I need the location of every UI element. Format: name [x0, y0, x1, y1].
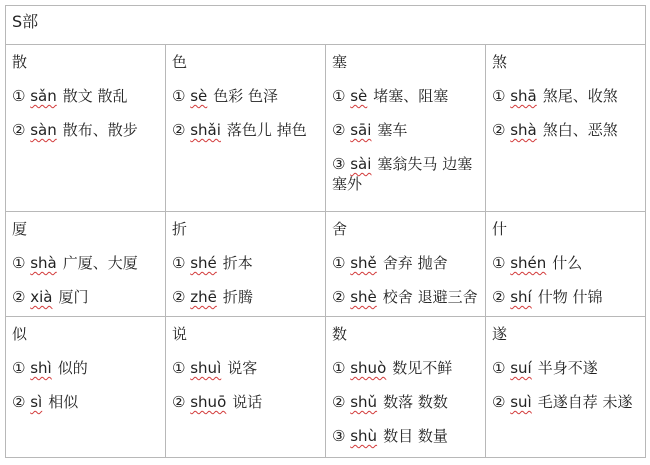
character-heading: 色: [172, 53, 188, 71]
reading-number: ①: [492, 87, 506, 105]
reading-line: [492, 253, 641, 273]
example-words: 什物 什锦: [537, 288, 603, 306]
reading-line: [12, 253, 161, 273]
char-cell: [166, 212, 326, 317]
example-words: 什么: [552, 254, 583, 272]
example-words: 色彩 色泽: [213, 87, 279, 105]
example-words: 数目 数量: [383, 427, 448, 445]
reading-line: [12, 392, 161, 412]
pinyin-text: shù: [350, 427, 378, 445]
char-cell: [486, 212, 646, 317]
reading-line: [172, 86, 321, 106]
pinyin-text: shè: [350, 288, 377, 306]
character-heading: 塞: [332, 53, 348, 71]
char-cell: [6, 45, 166, 212]
reading-line: [172, 253, 321, 273]
reading-line: [332, 154, 481, 194]
char-cell: [166, 45, 326, 212]
pinyin-text: shé: [190, 254, 217, 272]
example-words: 毛遂自荐 未遂: [537, 393, 633, 411]
example-words: 厦门: [58, 288, 89, 306]
reading-number: ①: [332, 87, 346, 105]
example-words: 堵塞、阻塞: [373, 87, 449, 105]
char-cell: [166, 317, 326, 458]
example-words: 说话: [232, 393, 263, 411]
character-heading: 遂: [492, 325, 508, 343]
example-words: 似的: [57, 359, 88, 377]
example-words: 折本: [222, 254, 253, 272]
reading-number: ①: [12, 359, 26, 377]
reading-number: ②: [12, 393, 26, 411]
example-words: 散布、散步: [62, 121, 138, 139]
pinyin-text: sàn: [30, 121, 57, 139]
example-words: 折腾: [222, 288, 253, 306]
example-words: 散文 散乱: [62, 87, 128, 105]
reading-number: ②: [492, 121, 506, 139]
reading-number: ①: [12, 87, 26, 105]
pinyin-text: shě: [350, 254, 377, 272]
char-cell: [326, 212, 486, 317]
polyphonic-table: [5, 5, 646, 458]
reading-line: [332, 86, 481, 106]
example-words: 煞白、恶煞: [542, 121, 618, 139]
section-header: S部: [6, 6, 646, 45]
char-cell: [326, 317, 486, 458]
pinyin-text: suì: [510, 393, 532, 411]
reading-line: [12, 120, 161, 140]
reading-line: [172, 392, 321, 412]
reading-number: ②: [332, 121, 346, 139]
reading-line: [12, 86, 161, 106]
reading-line: [492, 392, 641, 412]
reading-number: ②: [172, 393, 186, 411]
reading-line: [332, 392, 481, 412]
reading-number: ②: [172, 121, 186, 139]
reading-line: [492, 287, 641, 307]
character-heading: 说: [172, 325, 188, 343]
reading-line: [12, 287, 161, 307]
pinyin-text: shén: [510, 254, 547, 272]
pinyin-text: shǔ: [350, 393, 378, 411]
reading-line: [332, 426, 481, 446]
reading-number: ①: [12, 254, 26, 272]
character-heading: 折: [172, 220, 188, 238]
pinyin-text: shí: [510, 288, 532, 306]
reading-line: [492, 120, 641, 140]
example-words: 数落 数数: [383, 393, 448, 411]
example-words: 煞尾、收煞: [542, 87, 618, 105]
reading-number: ②: [12, 121, 26, 139]
pinyin-text: shà: [510, 121, 537, 139]
pinyin-text: shuò: [350, 359, 387, 377]
character-heading: 舍: [332, 220, 348, 238]
char-cell: [6, 212, 166, 317]
reading-number: ②: [12, 288, 26, 306]
reading-number: ③: [332, 155, 346, 173]
reading-line: [492, 358, 641, 378]
pinyin-text: shì: [30, 359, 52, 377]
character-heading: 厦: [12, 220, 28, 238]
reading-line: [332, 120, 481, 140]
reading-number: ③: [332, 427, 346, 445]
example-words: 相似: [48, 393, 79, 411]
pinyin-text: sǎn: [30, 87, 57, 105]
pinyin-text: sì: [30, 393, 43, 411]
pinyin-text: sāi: [350, 121, 372, 139]
reading-number: ②: [172, 288, 186, 306]
example-words: 塞翁失马 边塞 塞外: [332, 155, 473, 193]
reading-line: [12, 358, 161, 378]
reading-number: ②: [492, 288, 506, 306]
reading-number: ①: [172, 359, 186, 377]
character-heading: 数: [332, 325, 348, 343]
reading-number: ①: [492, 254, 506, 272]
pinyin-text: shǎi: [190, 121, 221, 139]
character-heading: 似: [12, 325, 28, 343]
pinyin-text: shà: [30, 254, 57, 272]
pinyin-text: sài: [350, 155, 372, 173]
reading-number: ②: [332, 393, 346, 411]
pinyin-text: zhē: [190, 288, 217, 306]
pinyin-text: sè: [190, 87, 208, 105]
example-words: 校舍 退避三舍: [382, 288, 478, 306]
char-cell: [486, 45, 646, 212]
example-words: 落色儿 掉色: [226, 121, 307, 139]
reading-number: ①: [172, 254, 186, 272]
reading-line: [172, 358, 321, 378]
reading-number: ②: [492, 393, 506, 411]
pinyin-text: shā: [510, 87, 537, 105]
example-words: 数见不鲜: [392, 359, 453, 377]
reading-line: [172, 287, 321, 307]
example-words: 说客: [227, 359, 258, 377]
example-words: 舍弃 抛舍: [382, 254, 448, 272]
reading-line: [172, 120, 321, 140]
pinyin-text: xià: [30, 288, 53, 306]
reading-number: ①: [492, 359, 506, 377]
pinyin-text: sè: [350, 87, 368, 105]
character-heading: 散: [12, 53, 28, 71]
pinyin-text: suí: [510, 359, 532, 377]
example-words: 广厦、大厦: [62, 254, 138, 272]
reading-number: ①: [332, 359, 346, 377]
pinyin-text: shuì: [190, 359, 222, 377]
reading-line: [332, 358, 481, 378]
char-cell: [326, 45, 486, 212]
reading-line: [492, 86, 641, 106]
reading-number: ②: [332, 288, 346, 306]
example-words: 半身不遂: [537, 359, 598, 377]
character-heading: 煞: [492, 53, 508, 71]
reading-line: [332, 253, 481, 273]
char-cell: [486, 317, 646, 458]
example-words: 塞车: [377, 121, 408, 139]
reading-number: ①: [332, 254, 346, 272]
reading-number: ①: [172, 87, 186, 105]
character-heading: 什: [492, 220, 508, 238]
char-cell: [6, 317, 166, 458]
pinyin-text: shuō: [190, 393, 227, 411]
reading-line: [332, 287, 481, 307]
